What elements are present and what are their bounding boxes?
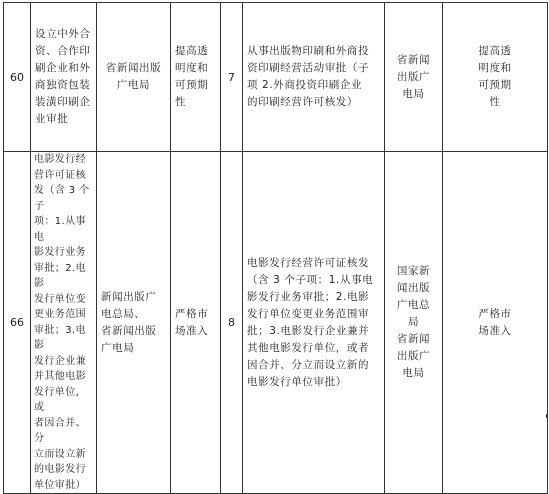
sub-item-method-cell — [443, 152, 548, 494]
sub-item-matter: 电影发行经营许可证核发 （含 3 个子项：1.从事电 影发行业务审批；2.电影 发行单位变更业务范围审 批；3.电影发行企业兼并 其他电影发行单位，或者 因合并、分立而设立新的 电影发行单位审批） — [247, 256, 374, 388]
sub-item-department-cell — [385, 3, 443, 152]
item-number: 60 — [4, 3, 31, 152]
item-matter-cell — [31, 3, 97, 152]
item-number: 66 — [4, 152, 31, 494]
item-matter: 设立中外合 资、合作印 刷企业和外 商独资包装 装潢印刷企 业审批 — [35, 28, 91, 125]
item-method: 严格市 场准入 — [175, 307, 209, 337]
sub-item-matter-cell — [243, 152, 385, 494]
sub-item-method-cell — [443, 3, 548, 152]
sub-item-method: 严格市 场准入 — [478, 307, 512, 337]
item-matter-cell — [31, 152, 97, 494]
approval-items-table — [3, 2, 548, 494]
sub-item-matter: 从事出版物印刷和外商投 资印刷经营活动审批（子 项 2.外商投资印刷企业 的印刷经营许可核发） — [247, 45, 370, 108]
sub-item-matter-cell — [243, 3, 385, 152]
sub-item-method: 提高透 明度和 可预期 性 — [478, 45, 512, 108]
item-department-cell — [97, 152, 171, 494]
sub-item-department: 省新闻 出版广 电局 — [396, 53, 431, 100]
item-method-cell — [171, 3, 221, 152]
sub-item-department-cell — [385, 152, 443, 494]
item-matter: 电影发行经 营许可证核 发（含 3 个子 项：1.从事电 影发行业务 审批；2.电影 发行单位变 更业务范围 审批；3.电影 发行企业兼 并其他电影 发行单位，或 者因合并、分 立而设立新 的电影发行 单位审批） — [34, 154, 90, 491]
sub-item-department: 国家新 闻出版 广电总 局 省新闻 出版广 电局 — [396, 265, 431, 379]
sub-item-number: 7 — [221, 3, 243, 152]
item-department: 新闻出版广 电总局、 省新闻出版 广电局 — [101, 290, 157, 354]
table-row — [4, 152, 548, 494]
item-method: 提高透 明度和 可预期 性 — [175, 45, 209, 108]
table-row — [4, 3, 548, 152]
item-department-cell — [97, 3, 171, 152]
table-continuation — [3, 414, 547, 418]
item-method-cell — [171, 152, 221, 494]
item-department: 省新闻出版 广电局 — [105, 62, 162, 91]
sub-item-number: 8 — [221, 152, 243, 494]
